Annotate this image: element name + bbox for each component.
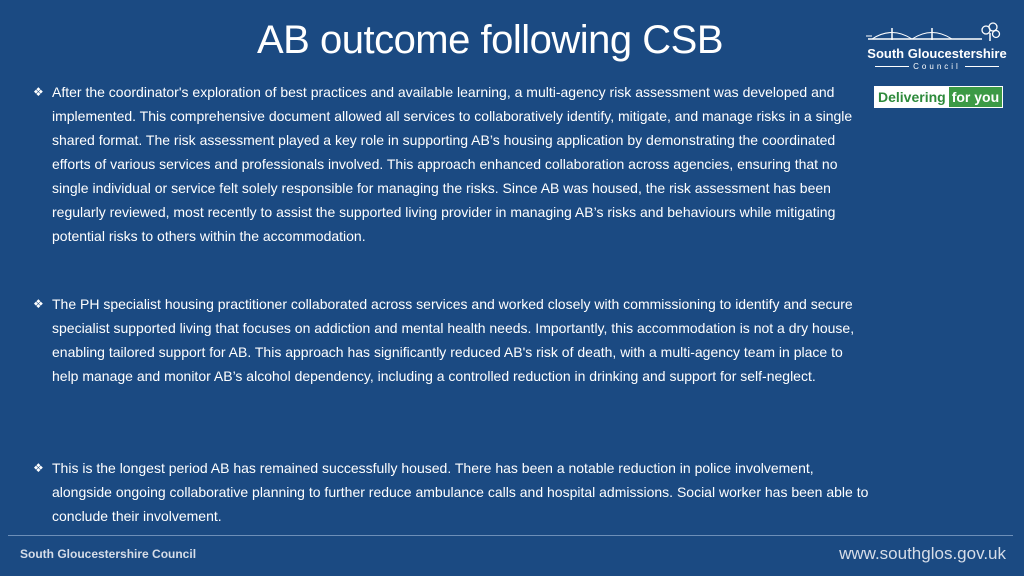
footer-divider bbox=[8, 535, 1013, 536]
bullet-item bbox=[33, 292, 873, 388]
bullet-text: The PH specialist housing practitioner collaborated across services and worked closely with commissioning to identify and secure specialist supported living that focuses on addiction and mental health needs. Importantly, this accommodation is not a dry house, enabling tailored support for AB. This approach has significantly reduced AB's risk of death, with a multi-agency team in place to help manage and monitor AB’s alcohol dependency, including a controlled reduction in drinking and support for self-neglect. bbox=[52, 296, 855, 384]
footer-url[interactable]: www.southglos.gov.uk bbox=[839, 544, 1006, 563]
footer-org: South Gloucestershire Council bbox=[20, 547, 197, 561]
logo-sub-text: Council bbox=[913, 62, 961, 71]
diamond-bullet-icon: ❖ bbox=[33, 297, 44, 311]
diamond-bullet-icon: ❖ bbox=[33, 85, 44, 99]
bullet-item bbox=[33, 80, 873, 248]
delivering-for-you-badge bbox=[874, 86, 1003, 108]
bullet-item bbox=[33, 456, 873, 528]
bridge-tree-icon bbox=[862, 22, 1012, 44]
diamond-bullet-icon: ❖ bbox=[33, 461, 44, 475]
bullet-text: This is the longest period AB has remained successfully housed. There has been a notable reduction in police involvement, alongside ongoing collaborative planning to further reduce ambulance calls and hospital admissions. Social worker has been able to conclude their involvement. bbox=[52, 460, 869, 524]
slide-title: AB outcome following CSB bbox=[256, 18, 723, 62]
logo-sub bbox=[862, 62, 1012, 71]
council-logo bbox=[862, 22, 1012, 71]
badge-left: Delivering bbox=[875, 87, 949, 107]
logo-name: South Gloucestershire bbox=[867, 46, 1007, 61]
bullet-text: After the coordinator's exploration of best practices and available learning, a multi-agency risk assessment was developed and implemented. This comprehensive document allowed all services to collaboratively identify, mitigate, and manage risks in a single shared format. The risk assessment played a key role in supporting AB’s housing application by demonstrating the coordinated efforts of various services and professionals involved. This approach enhanced collaboration across agencies, ensuring that no single individual or service felt solely responsible for managing the risks. Since AB was housed, the risk assessment has been regularly reviewed, most recently to assist the supported living provider in managing AB’s risks and behaviours while mitigating potential risks to others within the accommodation. bbox=[52, 84, 853, 244]
badge-right: for you bbox=[949, 87, 1002, 107]
